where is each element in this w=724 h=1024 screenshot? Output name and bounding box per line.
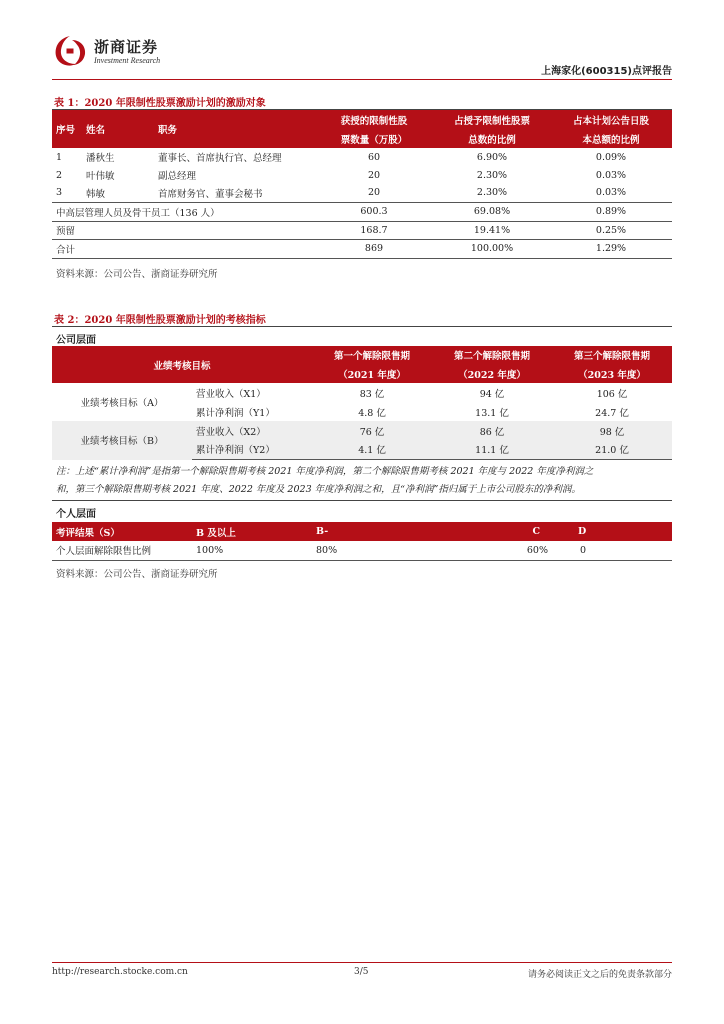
personal-header-c: C: [532, 526, 540, 537]
table-cell: 80%: [312, 541, 452, 560]
table-cell: 86 亿: [432, 421, 552, 440]
table-cell: 69.08%: [434, 202, 550, 221]
report-title: 上海家化(600315)点评报告: [541, 66, 672, 77]
table-row: [52, 421, 672, 440]
personal-header-b-minus: B-: [316, 526, 329, 537]
table1: [52, 110, 672, 259]
table-cell: 4.1 亿: [312, 440, 432, 459]
table-cell: 20: [367, 169, 381, 181]
table-cell: 60%: [452, 541, 572, 560]
table1-header-shares-line2: 票数量（万股）: [340, 134, 408, 146]
table2-personal: [52, 522, 672, 561]
table2-header-period-2: 第二个解除限售期: [454, 351, 531, 362]
table-cell: 0.09%: [595, 151, 627, 163]
table2-header-row-1: [52, 346, 672, 364]
logo-text-en: Investment Research: [94, 56, 161, 65]
company-logo-icon: [52, 34, 88, 68]
table-cell: 0.03%: [595, 187, 627, 199]
table-cell: 100%: [192, 541, 312, 560]
table2-header-period-1: 第一个解除限售期: [334, 351, 411, 362]
table-cell: 13.1 亿: [475, 407, 509, 419]
table1-header-ratio-grant-line1: 占授予限制性股票: [453, 115, 530, 127]
table-cell: 中高层管理人员及骨干员工（136 人）: [52, 202, 314, 221]
group-a-label: 业绩考核目标（A）: [80, 398, 164, 409]
table-cell: 100.00%: [434, 239, 550, 258]
table-row: [52, 184, 672, 202]
table-cell: 营业收入（X1）: [196, 388, 266, 400]
header-divider: [52, 79, 672, 80]
table1-header-row-1: [52, 110, 672, 129]
table-cell: 19.41%: [434, 221, 550, 239]
table2-company: [52, 346, 672, 460]
personal-header-row: [52, 522, 672, 541]
table-cell: 营业收入（X2）: [192, 421, 312, 440]
table-cell: 0.25%: [550, 221, 672, 239]
table1-header-ratio-total-line1: 占本计划公告日股: [572, 115, 649, 127]
table-cell: 24.7 亿: [595, 407, 629, 419]
personal-header-d: D: [578, 526, 587, 537]
table-cell: 60: [367, 151, 381, 163]
table-cell: 董事长、首席执行官、总经理: [158, 153, 282, 164]
table-cell: 168.7: [314, 221, 434, 239]
table-cell: 869: [314, 239, 434, 258]
table2-header-period-3: 第三个解除限售期: [574, 351, 651, 362]
table2-mid-rule: [52, 500, 672, 501]
table2-note-line-2: 和，第三个解除限售期考核 2021 年度、2022 年度及 2023 年度净利润之和，且“净利润”指归属于上市公司股东的净利润。: [56, 484, 581, 495]
table-cell: 累计净利润（Y2）: [192, 440, 312, 459]
table-cell: 潘秋生: [86, 153, 115, 164]
table-row: [52, 166, 672, 184]
table-cell: 98 亿: [552, 421, 672, 440]
table-cell: 1: [56, 151, 63, 163]
personal-header-result: 考评结果（S）: [56, 527, 120, 539]
page-number: 3/5: [354, 967, 369, 977]
table-cell: 94 亿: [479, 388, 505, 400]
table-cell: 21.0 亿: [552, 440, 672, 459]
table-row: [52, 239, 672, 258]
table-cell: 2.30%: [476, 169, 508, 181]
table-cell: 0.89%: [550, 202, 672, 221]
table1-source: 资料来源：公司公告、浙商证券研究所: [56, 269, 218, 280]
table-cell: 首席财务官、董事会秘书: [158, 188, 263, 200]
table-cell: 0.03%: [595, 169, 627, 181]
table-cell: 6.90%: [476, 151, 508, 163]
table-row: [52, 383, 672, 402]
table1-header-ratio-grant-line2: 总数的比例: [468, 134, 516, 146]
table1-header-position: 职务: [158, 125, 178, 136]
table-cell: 600.3: [314, 202, 434, 221]
table-row: [52, 221, 672, 239]
company-level-label: 公司层面: [56, 335, 96, 346]
table2-source: 资料来源：公司公告、浙商证券研究所: [56, 569, 218, 580]
table-cell: 韩敏: [86, 188, 106, 200]
table2-note: [56, 463, 670, 499]
footer-url[interactable]: http://research.stocke.com.cn: [52, 967, 188, 977]
table-row: [52, 148, 672, 166]
table-cell: 累计净利润（Y1）: [196, 407, 275, 419]
footer-disclaimer: 请务必阅读正文之后的免责条款部分: [527, 970, 672, 980]
personal-header-b-above: B 及以上: [196, 527, 236, 539]
table2-note-line-1: 注：上述“累计净利润”是指第一个解除限售期考核 2021 年度净利润，第二个解除限售期考核 2021 年度与 2022 年度净利润之: [56, 466, 594, 477]
table1-caption: 表 1：2020 年限制性股票激励计划的激励对象: [54, 98, 266, 109]
table-cell: 2.30%: [476, 187, 508, 199]
table-cell: 2: [56, 169, 63, 181]
table2-top-rule: [52, 326, 672, 327]
table2-header-main: 业绩考核目标: [153, 360, 211, 372]
table-cell: 11.1 亿: [432, 440, 552, 459]
table-cell: 个人层面解除限售比例: [52, 541, 192, 560]
table-cell: 4.8 亿: [358, 407, 386, 419]
table-cell: 3: [56, 187, 63, 199]
table-cell: 叶伟敏: [86, 171, 115, 182]
table2-caption: 表 2：2020 年限制性股票激励计划的考核指标: [54, 315, 266, 326]
table-row: [52, 541, 672, 560]
page-header: [52, 30, 672, 78]
table1-header-index: 序号: [56, 125, 76, 136]
table2-header-year-1: （2021 年度）: [338, 369, 406, 381]
table-cell: 预留: [52, 221, 314, 239]
table-row: [52, 202, 672, 221]
table-cell: 76 亿: [312, 421, 432, 440]
table-cell: 83 亿: [359, 388, 385, 400]
table-cell: 1.29%: [550, 239, 672, 258]
table2-header-year-2: （2022 年度）: [458, 369, 526, 381]
table-cell: 合计: [52, 239, 314, 258]
table1-header-shares-line1: 获授的限制性股: [340, 115, 408, 127]
table-cell: 0: [572, 541, 672, 560]
table2-header-year-3: （2023 年度）: [578, 369, 646, 381]
table-cell: 副总经理: [158, 171, 197, 182]
table1-header-name: 姓名: [86, 125, 106, 136]
logo-text-cn: 浙商证券: [94, 38, 159, 56]
personal-level-label: 个人层面: [56, 509, 96, 520]
table1-header-ratio-total-line2: 本总额的比例: [582, 134, 640, 146]
table-cell: 20: [367, 187, 381, 199]
group-b-label: 业绩考核目标（B）: [52, 421, 192, 459]
footer-divider: [52, 962, 672, 963]
table-cell: 106 亿: [596, 388, 628, 400]
